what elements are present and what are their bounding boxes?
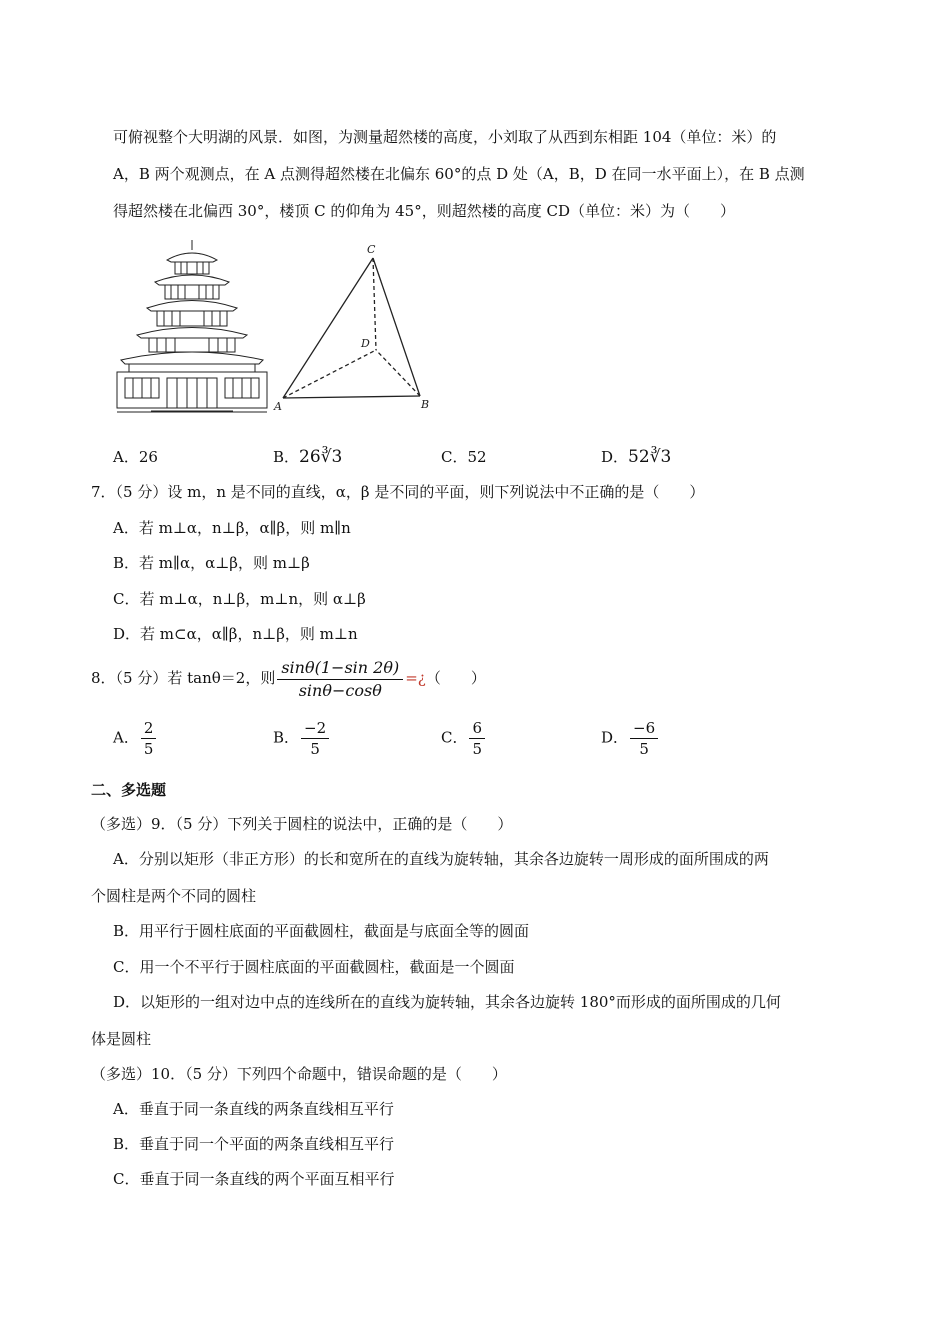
q6-text-line1: 可俯视整个大明湖的风景．如图，为测量超然楼的高度，小刘取了从西到东相距 104（单位：米）的: [113, 128, 777, 146]
q8-option-b: B． $\frac{-2}{5}$: [273, 718, 331, 759]
q6-text-line3: 得超然楼在北偏西 30°，楼顶 C 的仰角为 45°，则超然楼的高度 CD（单位：米）为（ ）: [113, 202, 735, 220]
figure-label-a: A: [274, 400, 282, 413]
q7-option-d: D．若 m⊂α，α∥β，n⊥β，则 m⊥n: [113, 625, 358, 643]
q8-option-a: A． $\frac{2}{5}$: [113, 718, 158, 759]
q9-stem: （多选）9．（5 分）下列关于圆柱的说法中，正确的是（ ）: [91, 815, 513, 833]
figure-label-c: C: [367, 243, 376, 256]
q8-option-c: C． $\frac{6}{5}$: [441, 718, 487, 759]
q10-option-c: C．垂直于同一条直线的两个平面互相平行: [113, 1170, 395, 1188]
q7-stem: 7．（5 分）设 m，n 是不同的直线，α，β 是不同的平面，则下列说法中不正确的是（ ）: [91, 483, 705, 501]
q7-option-c: C．若 m⊥α，n⊥β，m⊥n，则 α⊥β: [113, 590, 366, 608]
q6-option-b: B．26∛3: [273, 447, 343, 467]
q6-text-line2: A，B 两个观测点，在 A 点测得超然楼在北偏东 60°的点 D 处（A，B，D 在同一水平面上），在 B 点测: [113, 165, 805, 183]
q8-expression: $\frac{\sin\theta(1-\sin 2\theta)}{\sin\theta-\cos\theta}$: [277, 657, 403, 702]
q9-option-d-line2: 体是圆柱: [91, 1030, 152, 1048]
q9-option-b: B．用平行于圆柱底面的平面截圆柱，截面是与底面全等的圆面: [113, 922, 530, 940]
figure-label-b: B: [421, 398, 430, 411]
q9-option-d-line1: D．以矩形的一组对边中点的连线所在的直线为旋转轴，其余各边旋转 180°而形成的面所围成的几何: [113, 993, 781, 1011]
q8-option-d: D． $\frac{-6}{5}$: [601, 718, 660, 759]
pavilion-illustration: [115, 238, 270, 414]
q10-option-a: A．垂直于同一条直线的两条直线相互平行: [113, 1100, 394, 1118]
figure-label-d: D: [361, 337, 370, 350]
q8-stem: 8．（5 分）若 tanθ＝2，则 $\frac{\sin\theta(1-\sin 2\theta)}{\sin\theta-\cos\theta}$ =¿（ ）: [91, 657, 486, 700]
q10-stem: （多选）10．（5 分）下列四个命题中，错误命题的是（ ）: [91, 1065, 507, 1083]
q9-option-a-line2: 个圆柱是两个不同的圆柱: [91, 887, 257, 905]
q9-option-c: C．用一个不平行于圆柱底面的平面截圆柱，截面是一个圆面: [113, 958, 515, 976]
q6-option-c: C．52: [441, 448, 487, 466]
q7-option-b: B．若 m∥α，α⊥β，则 m⊥β: [113, 554, 310, 572]
q9-option-a-line1: A．分别以矩形（非正方形）的长和宽所在的直线为旋转轴，其余各边旋转一周形成的面所围成的两: [113, 850, 769, 868]
q6-option-d: D．52∛3: [601, 447, 672, 467]
q7-option-a: A．若 m⊥α，n⊥β，α∥β，则 m∥n: [113, 519, 351, 537]
section-title-multiple-choice: 二、多选题: [91, 781, 167, 799]
q6-option-a: A．26: [113, 448, 158, 466]
q10-option-b: B．垂直于同一个平面的两条直线相互平行: [113, 1135, 395, 1153]
tetrahedron-figure: [270, 238, 440, 414]
